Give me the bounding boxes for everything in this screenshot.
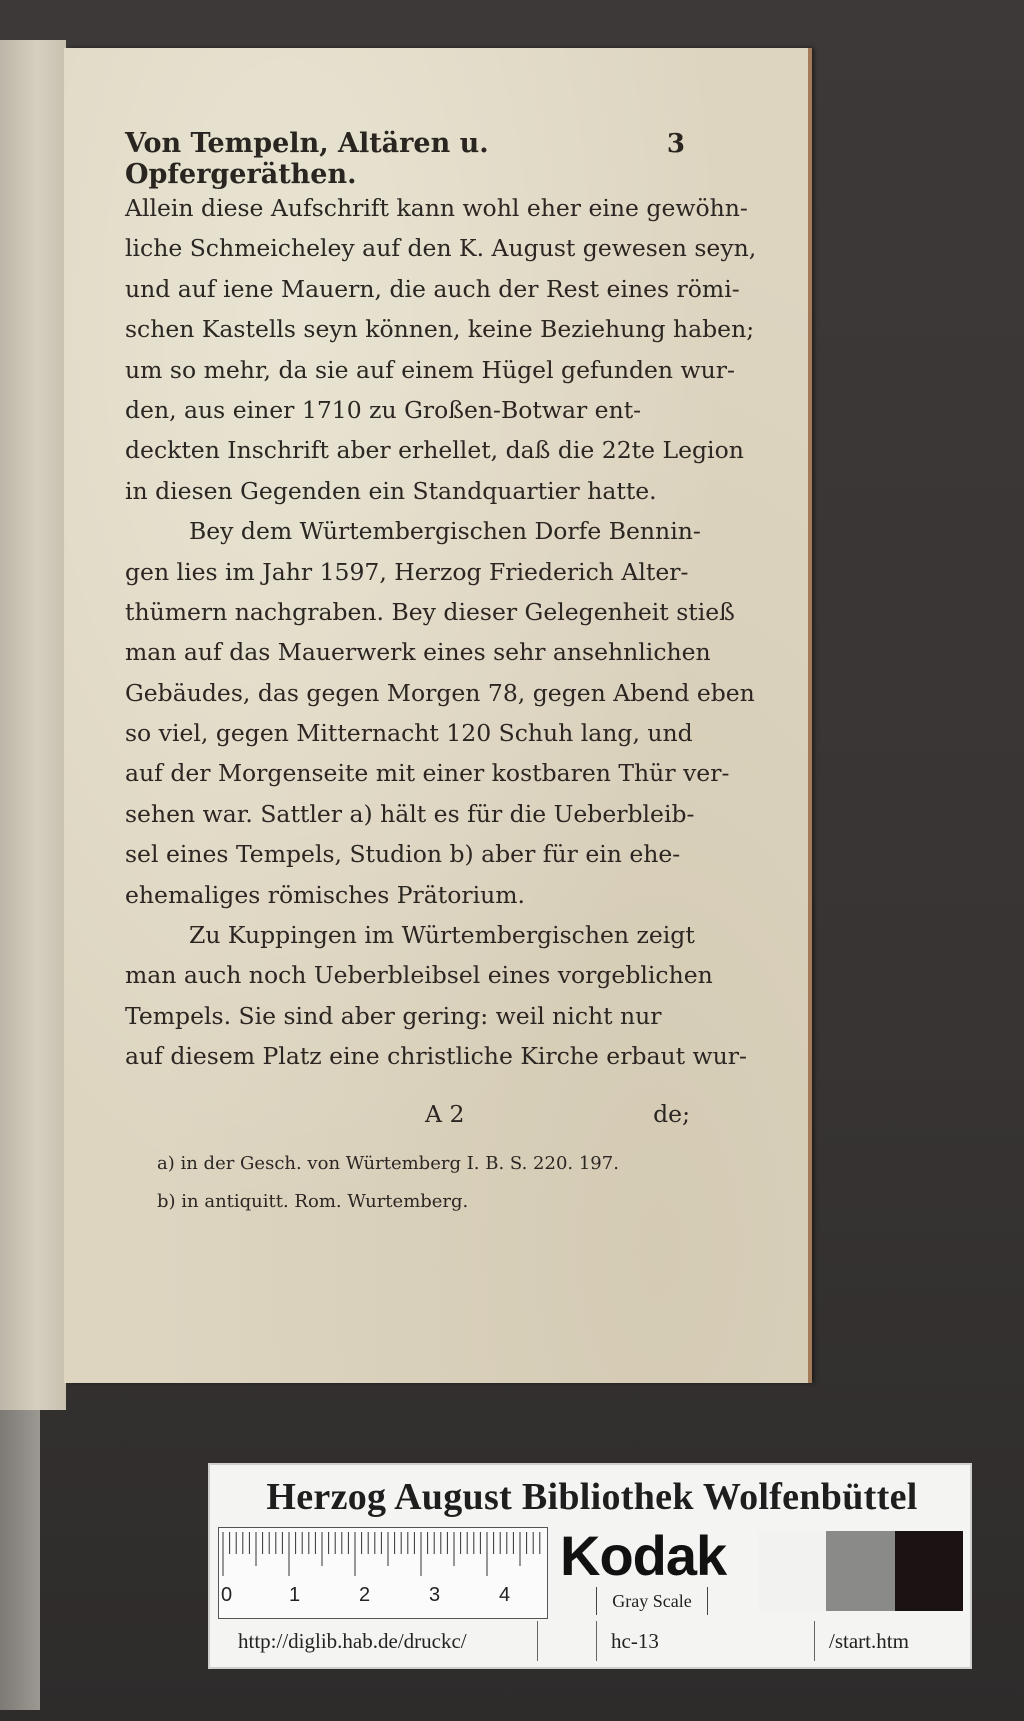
text-line: Tempels. Sie sind aber gering: weil nicht nur	[125, 1001, 662, 1030]
text-line: Zu Kuppingen im Würtembergischen zeigt	[189, 921, 695, 950]
shelf-code: hc-13	[596, 1621, 706, 1661]
running-header	[125, 128, 685, 190]
text-line: auf der Morgenseite mit einer kostbaren Thür ver-	[125, 759, 730, 788]
swatch-gray	[826, 1531, 894, 1611]
catchword: de;	[653, 1100, 690, 1128]
source-url: http://diglib.hab.de/druckc/	[218, 1621, 538, 1661]
swatch-white	[758, 1531, 826, 1611]
ruler-number-0: 0	[221, 1584, 233, 1606]
page-number: 3	[666, 129, 685, 159]
text-line: ehemaliges römisches Prätorium.	[125, 880, 526, 909]
text-line: Bey dem Würtembergischen Dorfe Bennin-	[189, 517, 701, 546]
text-line: so viel, gegen Mitternacht 120 Schuh lang, und	[125, 719, 693, 748]
text-line: Gebäudes, das gegen Morgen 78, gegen Abend eben	[125, 678, 755, 707]
text-line: schen Kastells seyn können, keine Beziehung haben;	[125, 315, 755, 344]
gray-swatches	[758, 1531, 963, 1611]
text-line: und auf iene Mauern, die auch der Rest eines römi-	[125, 274, 740, 303]
start-path: /start.htm	[814, 1621, 966, 1661]
ruler-number-4: 4	[499, 1584, 511, 1606]
kodak-logo: Kodak	[560, 1524, 727, 1587]
text-line: deckten Inschrift aber erhellet, daß die 22te Legion	[125, 436, 744, 465]
ruler-ticks	[219, 1528, 547, 1618]
signature-mark: A 2	[425, 1100, 465, 1128]
text-line: man auch noch Ueberbleibsel eines vorgeblichen	[125, 961, 713, 990]
running-head-title: Von Tempeln, Altären u. Opfergeräthen.	[125, 128, 489, 190]
text-line: man auf das Mauerwerk eines sehr ansehnlichen	[125, 638, 711, 667]
ruler-number-1: 1	[289, 1584, 301, 1606]
text-line: sel eines Tempels, Studion b) aber für ein ehe-	[125, 840, 681, 869]
measurement-ruler	[218, 1527, 548, 1619]
text-line: auf diesem Platz eine christliche Kirche erbaut wur-	[125, 1042, 747, 1071]
text-line: gen lies im Jahr 1597, Herzog Friederich Alter-	[125, 557, 689, 586]
page-foot-line	[125, 1100, 690, 1134]
footnotes	[157, 1145, 677, 1221]
body-text	[125, 188, 757, 1077]
text-line: thümern nachgraben. Bey dieser Gelegenheit stieß	[125, 597, 735, 626]
facing-page-edge	[0, 40, 66, 1410]
footnote-b: b) in antiquitt. Rom. Wurtemberg.	[157, 1191, 469, 1212]
text-line: um so mehr, da sie auf einem Hügel gefunden wur-	[125, 355, 735, 384]
gray-scale-label: Gray Scale	[596, 1587, 708, 1615]
ruler-number-3: 3	[429, 1584, 441, 1606]
text-line: Allein diese Aufschrift kann wohl eher eine gewöhn-	[125, 194, 748, 222]
text-line: liche Schmeicheley auf den K. August gewesen seyn,	[125, 234, 757, 263]
binding-edge	[0, 1410, 40, 1710]
text-line: in diesen Gegenden ein Standquartier hatte.	[125, 476, 657, 505]
ruler-number-2: 2	[359, 1584, 371, 1606]
library-name: Herzog August Bibliothek Wolfenbüttel	[266, 1476, 918, 1518]
text-line: sehen war. Sattler a) hält es für die Ueberbleib-	[125, 799, 695, 828]
text-line: den, aus einer 1710 zu Großen-Botwar ent-	[125, 395, 642, 424]
color-calibration-card	[208, 1463, 972, 1669]
swatch-black	[895, 1531, 963, 1611]
footnote-a: a) in der Gesch. von Würtemberg I. B. S. 220. 197.	[157, 1153, 619, 1174]
